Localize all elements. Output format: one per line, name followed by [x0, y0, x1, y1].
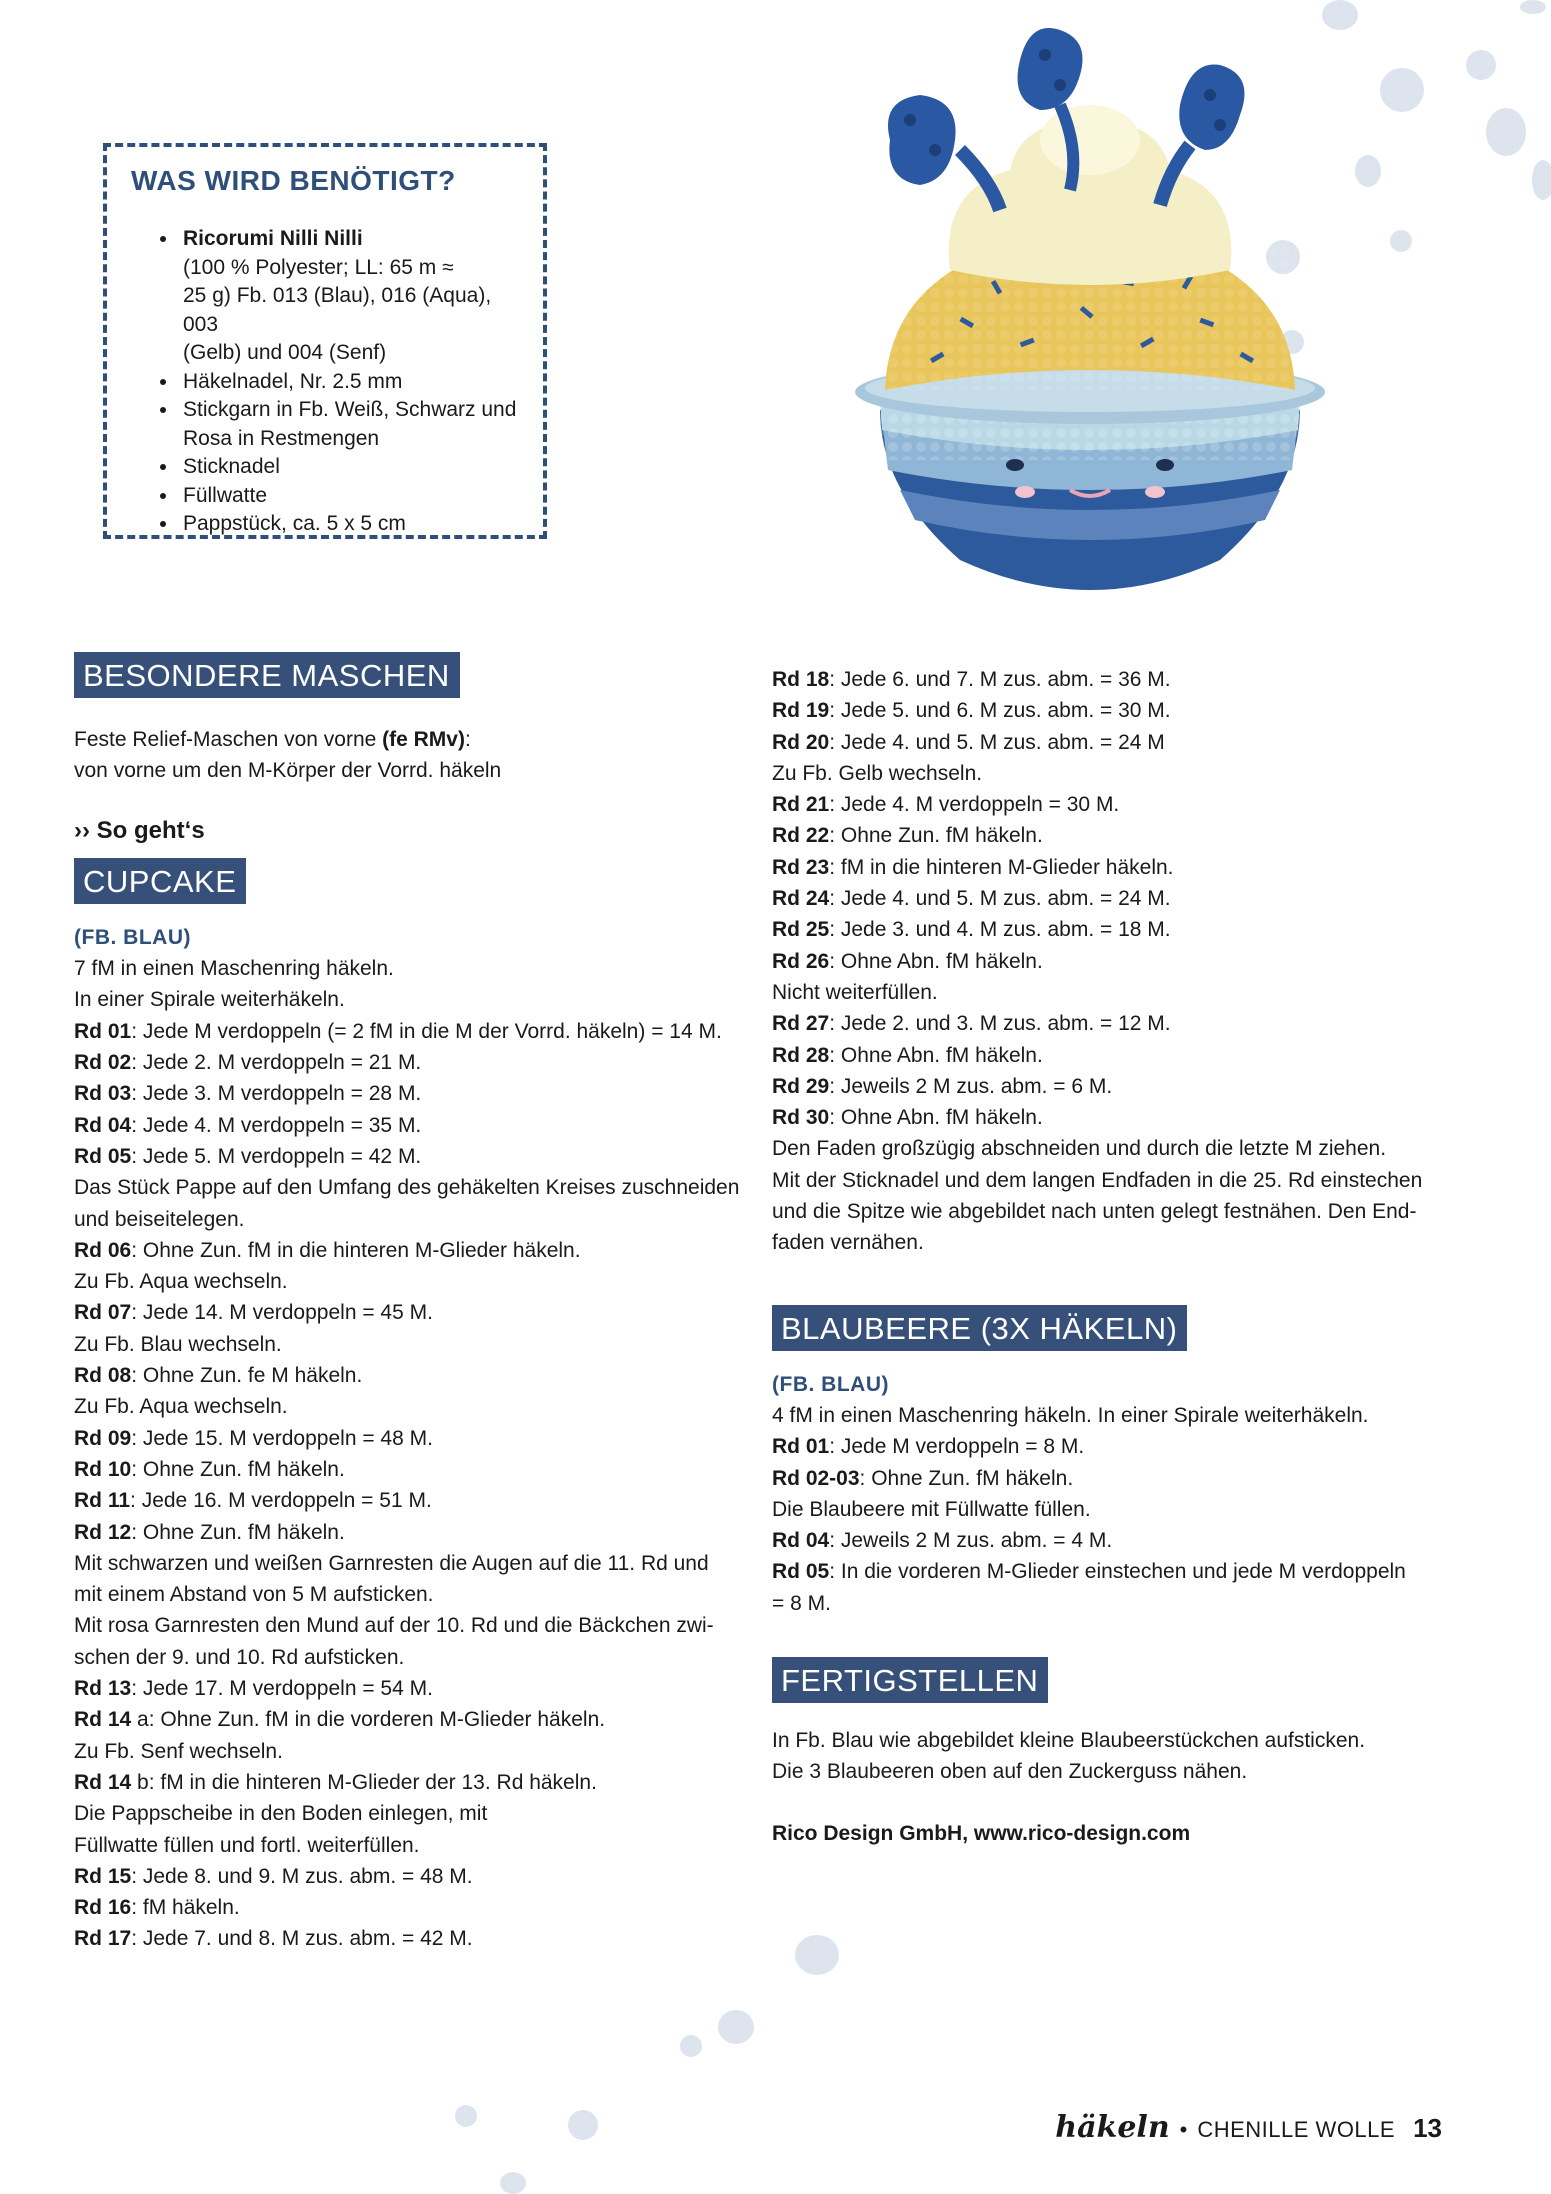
- instruction-text: : Jeweils 2 M zus. abm. = 6 M.: [829, 1074, 1113, 1098]
- instruction-line: [74, 1579, 754, 1610]
- round-label: Rd 10: [74, 1457, 132, 1481]
- round-label: Rd 21: [772, 793, 830, 817]
- instruction-text: und beiseitelegen.: [74, 1207, 245, 1231]
- round-label: Rd 05: [772, 1560, 830, 1584]
- instruction-text: : Jede 5. M verdoppeln = 42 M.: [131, 1144, 422, 1168]
- materials-title: WAS WIRD BENÖTIGT?: [131, 165, 456, 196]
- instruction-line: [74, 1610, 754, 1641]
- special-stitch-desc: von vorne um den M-Körper der Vorrd. häkeln: [74, 759, 502, 783]
- material-line: Pappstück, ca. 5 x 5 cm: [183, 512, 406, 535]
- instruction-text: b: fM in die hinteren M-Glieder der 13. Rd häkeln.: [131, 1770, 597, 1794]
- instruction-text: : Jede 3. M verdoppeln = 28 M.: [131, 1082, 422, 1106]
- material-item: [179, 225, 519, 368]
- instruction-text: : Jede 7. und 8. M zus. abm. = 42 M.: [131, 1927, 473, 1951]
- instruction-text: Nicht weiterfüllen.: [772, 980, 938, 1004]
- round-label: Rd 26: [772, 949, 830, 973]
- instruction-text: : Ohne Zun. fM häkeln.: [859, 1466, 1074, 1490]
- material-item: [179, 396, 519, 453]
- instruction-text: : Jeweils 2 M zus. abm. = 4 M.: [829, 1529, 1113, 1553]
- material-name: Ricorumi Nilli Nilli: [183, 227, 363, 250]
- round-label: Rd 14: [74, 1770, 132, 1794]
- material-item: [179, 368, 519, 397]
- instruction-text: a: Ohne Zun. fM in die vorderen M-Glieder häkeln.: [131, 1708, 606, 1732]
- round-label: Rd 28: [772, 1043, 830, 1067]
- instruction-line: [74, 1673, 754, 1704]
- instruction-text: 4 fM in einen Maschenring häkeln. In einer Spirale weiterhäkeln.: [772, 1403, 1369, 1427]
- page-number: 13: [1413, 2113, 1442, 2143]
- round-label: Rd 07: [74, 1301, 132, 1325]
- instruction-text: Zu Fb. Senf wechseln.: [74, 1739, 283, 1763]
- special-abbrev: (fe RMv): [382, 728, 465, 751]
- instruction-line: [772, 789, 1452, 820]
- instruction-line: [772, 1525, 1452, 1556]
- page-footer: [1055, 2110, 1442, 2150]
- instruction-text: : Jede 16. M verdoppeln = 51 M.: [130, 1489, 432, 1513]
- instruction-line: [74, 1047, 754, 1078]
- instruction-line: [74, 1548, 754, 1579]
- instruction-text: Zu Fb. Aqua wechseln.: [74, 1270, 288, 1294]
- instruction-text: : Ohne Zun. fM häkeln.: [829, 824, 1043, 848]
- round-label: Rd 11: [74, 1489, 131, 1513]
- instruction-line: [74, 1391, 754, 1422]
- instruction-line: [74, 1141, 754, 1172]
- round-label: Rd 30: [772, 1106, 830, 1130]
- instruction-text: : Jede 2. M verdoppeln = 21 M.: [131, 1051, 422, 1075]
- instruction-line: [74, 1767, 754, 1798]
- instruction-text: : Jede 6. und 7. M zus. abm. = 36 M.: [829, 668, 1171, 691]
- material-line: Häkelnadel, Nr. 2.5 mm: [183, 369, 403, 393]
- how-to-label: ›› So geht‘s: [74, 816, 205, 844]
- instruction-text: Das Stück Pappe auf den Umfang des gehäkelten Kreises zuschneiden: [74, 1176, 740, 1200]
- special-stitch-line: [74, 724, 754, 755]
- material-line: Füllwatte: [183, 483, 268, 507]
- instruction-text: : Jede 15. M verdoppeln = 48 M.: [131, 1426, 433, 1450]
- instruction-line: [74, 1517, 754, 1548]
- instruction-line: [772, 1494, 1452, 1525]
- instruction-text: : Ohne Abn. fM häkeln.: [829, 949, 1043, 973]
- round-label: Rd 29: [772, 1074, 830, 1098]
- instruction-text: faden vernähen.: [772, 1231, 924, 1255]
- round-label: Rd 12: [74, 1520, 132, 1544]
- round-label: Rd 27: [772, 1012, 830, 1036]
- instruction-line: [74, 1830, 754, 1861]
- instruction-text: : Jede 5. und 6. M zus. abm. = 30 M.: [829, 699, 1171, 723]
- instruction-line: [772, 883, 1452, 914]
- round-label: Rd 15: [74, 1864, 132, 1888]
- instruction-line: [74, 1454, 754, 1485]
- instruction-text: : Jede 4. M verdoppeln = 35 M.: [131, 1113, 422, 1137]
- instruction-line: [772, 1133, 1452, 1164]
- instruction-text: : Ohne Abn. fM häkeln.: [829, 1043, 1043, 1067]
- round-label: Rd 09: [74, 1426, 132, 1450]
- special-colon: :: [464, 728, 471, 751]
- instruction-line: [74, 1892, 754, 1923]
- instruction-text: In einer Spirale weiterhäkeln.: [74, 988, 345, 1012]
- instruction-text: : Ohne Zun. fM häkeln.: [131, 1457, 345, 1481]
- instruction-line: [74, 1172, 754, 1203]
- instruction-text: Die Pappscheibe in den Boden einlegen, mit: [74, 1802, 488, 1826]
- instruction-line: [74, 1204, 754, 1235]
- round-label: Rd 17: [74, 1927, 132, 1951]
- instruction-text: Die Blaubeere mit Füllwatte füllen.: [772, 1497, 1091, 1521]
- material-item: [179, 510, 519, 539]
- round-label: Rd 02-03: [772, 1466, 860, 1490]
- instruction-line: [772, 977, 1452, 1008]
- instruction-line: [772, 758, 1452, 789]
- round-label: Rd 04: [772, 1529, 830, 1553]
- instruction-line: [772, 727, 1452, 758]
- round-label: Rd 20: [772, 730, 830, 754]
- instruction-text: : Ohne Abn. fM häkeln.: [829, 1106, 1043, 1130]
- instruction-line: [74, 1485, 754, 1516]
- round-label: Rd 06: [74, 1238, 132, 1262]
- instruction-text: 7 fM in einen Maschenring häkeln.: [74, 957, 394, 981]
- instruction-text: : Ohne Zun. fM häkeln.: [131, 1520, 345, 1544]
- instruction-text: : Jede 4. M verdoppeln = 30 M.: [829, 793, 1120, 817]
- instruction-line: [74, 1266, 754, 1297]
- round-label: Rd 24: [772, 887, 830, 911]
- material-line: Stickgarn in Fb. Weiß, Schwarz und: [183, 398, 517, 421]
- left-column: [74, 652, 754, 1955]
- instruction-line: [772, 1463, 1452, 1494]
- instruction-line: [772, 1556, 1452, 1587]
- instruction-line: [74, 1923, 754, 1954]
- instruction-text: mit einem Abstand von 5 M aufsticken.: [74, 1583, 434, 1607]
- instruction-text: Zu Fb. Aqua wechseln.: [74, 1395, 288, 1419]
- color-note-blue: (FB. BLAU): [74, 925, 191, 949]
- instruction-text: : Jede M verdoppeln (= 2 fM in die M der Vorrd. häkeln) = 14 M.: [131, 1019, 722, 1043]
- instruction-text: schen der 9. und 10. Rd aufsticken.: [74, 1645, 405, 1669]
- cupcake-instructions: [74, 953, 754, 1955]
- footer-script-title: häkeln: [1055, 2110, 1170, 2145]
- instruction-line: [772, 820, 1452, 851]
- round-label: Rd 19: [772, 699, 830, 723]
- instruction-line: [74, 1297, 754, 1328]
- instruction-line: [772, 946, 1452, 977]
- color-note-blue-berry: (FB. BLAU): [772, 1372, 889, 1396]
- round-label: Rd 25: [772, 918, 830, 942]
- blueberry-instructions: [772, 1400, 1452, 1619]
- instruction-line: [772, 1431, 1452, 1462]
- finish-line: In Fb. Blau wie abgebildet kleine Blaubeerstückchen aufsticken.: [772, 1729, 1366, 1753]
- instruction-line: [772, 914, 1452, 945]
- instruction-text: Mit rosa Garnresten den Mund auf der 10. Rd und die Bäckchen zwi-: [74, 1614, 714, 1638]
- instruction-line: [74, 1642, 754, 1673]
- instruction-line: [772, 1071, 1452, 1102]
- material-item: [179, 453, 519, 482]
- instruction-line: [74, 1016, 754, 1047]
- round-label: Rd 14: [74, 1708, 132, 1732]
- heading-cupcake: CUPCAKE: [74, 858, 246, 904]
- round-label: Rd 18: [772, 668, 830, 691]
- round-label: Rd 05: [74, 1144, 132, 1168]
- instruction-text: : fM häkeln.: [131, 1896, 240, 1920]
- instruction-text: und die Spitze wie abgebildet nach unten gelegt festnähen. Den End-: [772, 1200, 1417, 1224]
- heading-blaubeere: BLAUBEERE (3X HÄKELN): [772, 1305, 1187, 1351]
- material-line: Rosa in Restmengen: [183, 426, 380, 450]
- instruction-line: [74, 1704, 754, 1735]
- instruction-text: = 8 M.: [772, 1591, 831, 1615]
- right-column: [772, 664, 1452, 1849]
- instruction-line: [772, 1196, 1452, 1227]
- instruction-text: : Jede M verdoppeln = 8 M.: [829, 1435, 1085, 1459]
- round-label: Rd 04: [74, 1113, 132, 1137]
- material-line: (Gelb) und 004 (Senf): [183, 341, 387, 364]
- round-label: Rd 01: [772, 1435, 830, 1459]
- special-text: Feste Relief-Maschen von vorne: [74, 728, 383, 751]
- heading-fertigstellen: FERTIGSTELLEN: [772, 1657, 1048, 1703]
- round-label: Rd 22: [772, 824, 830, 848]
- instruction-text: : In die vorderen M-Glieder einstechen und jede M verdoppeln: [829, 1560, 1406, 1584]
- cupcake-instructions-cont: [772, 664, 1452, 1259]
- instruction-line: [74, 1360, 754, 1391]
- instruction-line: [74, 1110, 754, 1141]
- instruction-line: [74, 984, 754, 1015]
- instruction-text: Zu Fb. Gelb wechseln.: [772, 761, 983, 785]
- instruction-line: [772, 1040, 1452, 1071]
- instruction-line: [74, 1423, 754, 1454]
- round-label: Rd 08: [74, 1364, 132, 1388]
- instruction-line: [74, 1736, 754, 1767]
- materials-list: [131, 225, 519, 539]
- instruction-line: [74, 1329, 754, 1360]
- instruction-text: : Jede 8. und 9. M zus. abm. = 48 M.: [131, 1864, 473, 1888]
- instruction-line: [772, 852, 1452, 883]
- instruction-text: : Jede 4. und 5. M zus. abm. = 24 M.: [829, 887, 1171, 911]
- instruction-line: [74, 1798, 754, 1829]
- round-label: Rd 02: [74, 1051, 132, 1075]
- instruction-line: [74, 953, 754, 984]
- round-label: Rd 03: [74, 1082, 132, 1106]
- round-label: Rd 01: [74, 1019, 132, 1043]
- heading-besondere-maschen: BESONDERE MASCHEN: [74, 652, 460, 698]
- instruction-line: [772, 1588, 1452, 1619]
- cupcake-photo: [760, 20, 1420, 600]
- material-line: (100 % Polyester; LL: 65 m ≈: [183, 255, 454, 279]
- footer-magazine-name: CHENILLE WOLLE: [1197, 2117, 1396, 2142]
- instruction-text: Zu Fb. Blau wechseln.: [74, 1332, 282, 1356]
- instruction-line: [772, 1227, 1452, 1258]
- instruction-text: Mit der Sticknadel und dem langen Endfaden in die 25. Rd einstechen: [772, 1168, 1423, 1192]
- material-line: Sticknadel: [183, 455, 280, 478]
- instruction-text: : Jede 14. M verdoppeln = 45 M.: [131, 1301, 433, 1325]
- instruction-text: : Jede 3. und 4. M zus. abm. = 18 M.: [829, 918, 1171, 942]
- material-line: 25 g) Fb. 013 (Blau), 016 (Aqua), 003: [183, 284, 492, 336]
- instruction-text: : Jede 4. und 5. M zus. abm. = 24 M: [829, 730, 1165, 754]
- materials-box: [103, 143, 547, 539]
- instruction-line: [772, 1165, 1452, 1196]
- material-item: [179, 482, 519, 511]
- instruction-line: [772, 664, 1452, 695]
- instruction-text: Den Faden großzügig abschneiden und durch die letzte M ziehen.: [772, 1137, 1387, 1161]
- instruction-text: Füllwatte füllen und fortl. weiterfüllen.: [74, 1833, 420, 1857]
- round-label: Rd 16: [74, 1896, 132, 1920]
- instruction-line: [74, 1078, 754, 1109]
- instruction-line: [74, 1235, 754, 1266]
- round-label: Rd 13: [74, 1677, 132, 1701]
- instruction-text: Mit schwarzen und weißen Garnresten die Augen auf die 11. Rd und: [74, 1551, 709, 1575]
- instruction-text: : Jede 2. und 3. M zus. abm. = 12 M.: [829, 1012, 1171, 1036]
- round-label: Rd 23: [772, 855, 830, 879]
- instruction-text: : Jede 17. M verdoppeln = 54 M.: [131, 1677, 433, 1701]
- instruction-line: [772, 1102, 1452, 1133]
- instruction-line: [772, 695, 1452, 726]
- instruction-text: : Ohne Zun. fM in die hinteren M-Glieder häkeln.: [131, 1238, 581, 1262]
- footer-bullet: •: [1179, 2117, 1188, 2142]
- instruction-line: [772, 1400, 1452, 1431]
- credit-line: Rico Design GmbH, www.rico-design.com: [772, 1821, 1191, 1845]
- instruction-text: : Ohne Zun. fe M häkeln.: [131, 1364, 363, 1388]
- finish-line: Die 3 Blaubeeren oben auf den Zuckerguss nähen.: [772, 1760, 1248, 1784]
- instruction-line: [74, 1861, 754, 1892]
- instruction-line: [772, 1008, 1452, 1039]
- instruction-text: : fM in die hinteren M-Glieder häkeln.: [829, 855, 1174, 879]
